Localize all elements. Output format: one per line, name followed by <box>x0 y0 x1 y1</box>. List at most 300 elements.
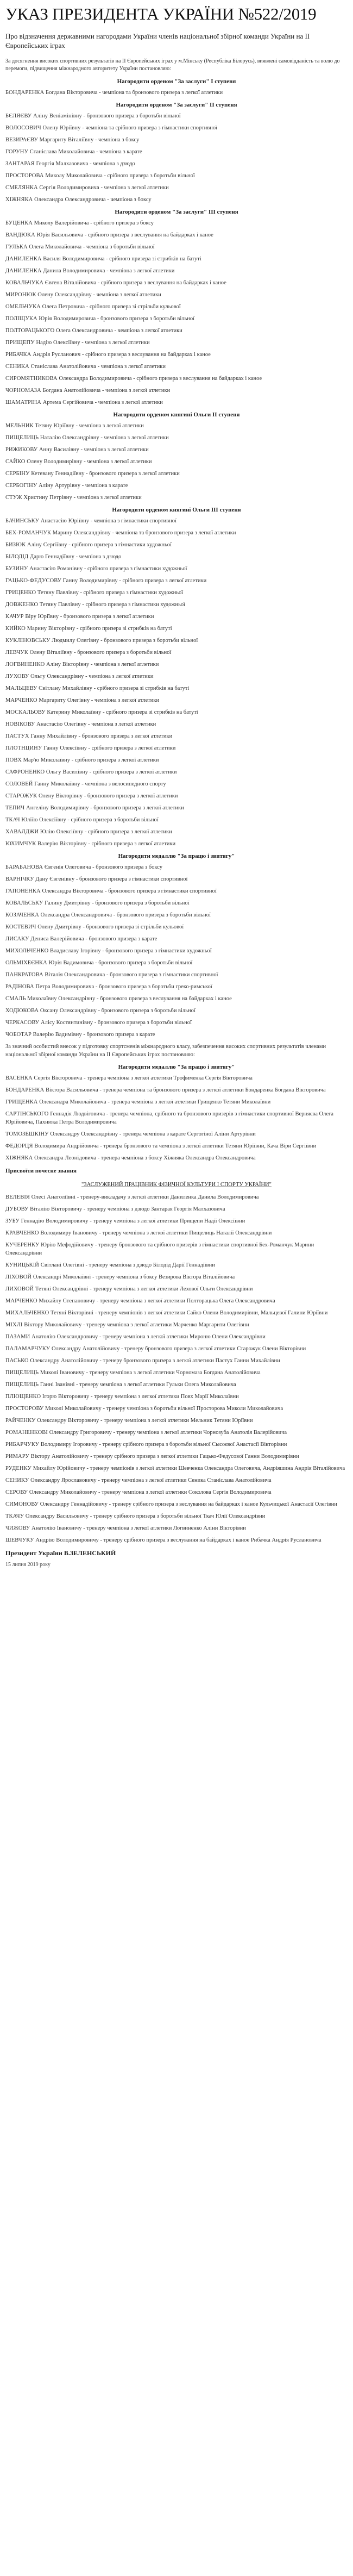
honorary-description: - тренеру чемпіонів з легкої атлетики Шевченка Олександра Олеговича, Андріяшина Андрія Віталійовича <box>85 1465 345 1471</box>
award-description: - чемпіона з велосипедного спорту <box>80 781 166 787</box>
awardee-name: СЕРБОГІНУ Аліну Артурівну <box>5 483 81 489</box>
award-description: - срібного призера зі стрибків на батуті <box>104 256 201 262</box>
honoree-name: ТКАЧУ Олександру Васильовичу <box>5 1513 89 1519</box>
awardee-name: МЕЛЬНИК Тетяну Юріївну <box>5 423 74 429</box>
awardee-name: СИРОМЯТНИКОВА Олександра Володимировича <box>5 376 132 382</box>
awardee-name: ТЕПИЧ Ангеліну Володимирівну <box>5 805 89 811</box>
awardee-name: ПАСТУХ Ганну Михайлівну <box>5 733 77 739</box>
awardee-name: ХІЖНЯКА Олександра Леонідовича <box>5 1155 97 1161</box>
award-entry <box>5 696 348 704</box>
awardee-name: ДАНИЛЕНКА Данила Володимировича <box>5 268 105 274</box>
award-description: - срібного призера з боротьби вільної <box>66 817 159 823</box>
award-description: - чемпіона з карате <box>80 483 128 489</box>
awardee-name: ГРИЦЕНКО Тетяну Павлівну <box>5 590 79 596</box>
award-description: - бронзового призера з легкої атлетики <box>89 805 184 811</box>
award-entry <box>5 1142 348 1150</box>
award-entry <box>5 458 348 466</box>
honorary-entry <box>5 1429 348 1437</box>
honorary-entry <box>5 1357 348 1365</box>
award-entry <box>5 315 348 323</box>
awardee-name: БУЦЕНКА Миколу Валерійовича <box>5 220 89 226</box>
award-description: - бронзового призера з боротьби вільної <box>96 1008 196 1014</box>
awardee-name: ВАРНІЧКУ Дану Євгенівну <box>5 876 75 882</box>
award-entry <box>5 589 348 597</box>
honoree-name: МИХАЛЬЧЕНКО Тетяні Вікторівні <box>5 1310 94 1316</box>
award-description: - срібного призера з легкої атлетики <box>70 757 159 763</box>
honorary-description: - тренеру чемпіона з дзюдо Білодід Дарії Геннадіївни <box>84 1262 215 1268</box>
honorary-description: - тренеру чемпіона з боксу Везирова Віктора Віталійовича <box>91 1274 235 1280</box>
award-entry <box>5 351 348 359</box>
award-entry <box>5 363 348 371</box>
awardee-name: СОЛОВЕЙ Ганну Миколаївну <box>5 781 80 787</box>
award-entry <box>5 875 348 883</box>
award-description: - бронзового призера з легкої атлетики <box>77 733 173 739</box>
awardee-name: КАЧУР Віру Юріївну <box>5 614 59 620</box>
award-description: - срібного призера з легкої атлетики <box>117 578 207 584</box>
award-entry <box>5 517 348 525</box>
honoree-name: КУЧЕРЕНКУ Юрію Мефодійовичу <box>5 1242 94 1248</box>
awardee-name: ХОДЮКОВА Оксану Олександрівну <box>5 1008 97 1014</box>
award-entry <box>5 780 348 788</box>
award-description: - срібного призера з легкої атлетики <box>86 745 176 751</box>
honorary-description: - тренеру чемпіона з боротьби вільної Просторова Миколи Миколайовича <box>101 1406 283 1412</box>
awardee-name: ДАНИЛЕНКА Василя Володимировича <box>5 256 105 262</box>
award-entry <box>5 136 348 144</box>
awardee-name: ФЕДОРЦЯ Володимира Андрійовича <box>5 1143 99 1149</box>
honoree-name: РУДЕНКУ Михайлу Юрійовичу <box>5 1465 85 1471</box>
award-entry <box>5 899 348 907</box>
awardee-name: СЕРБІНУ Кетевану Геннадіївну <box>5 471 85 477</box>
award-entry <box>5 375 348 383</box>
award-entry <box>5 1098 348 1106</box>
awardee-name: САЙКО Олену Володимирівну <box>5 459 83 465</box>
award-entry <box>5 398 348 407</box>
award-entry <box>5 983 348 991</box>
honorary-entry <box>5 1321 348 1329</box>
award-description: - срібного призера з гімнастики художньої <box>83 566 187 572</box>
award-entry <box>5 744 348 752</box>
honorary-description: - тренеру бронзового призера з легкої атлетики Старожук Олени Вікторівни <box>119 1346 306 1352</box>
award-description: - чемпіона з легкої атлетики <box>100 388 171 394</box>
awardee-name: ЧОРНОМАЗА Богдана Анатолійовича <box>5 388 101 394</box>
award-description: - чемпіона та бронзового призера з легкої атлетики <box>110 530 236 536</box>
award-description: - бронзового призера з боротьби вільної <box>81 113 181 119</box>
awardee-name: ГАПОНЕНКА Олександра Вікторовича <box>5 888 104 894</box>
honorary-description: - тренеру срібного призера з веслування на байдарках і каное Кульчицької Анастасії Олегівни <box>107 1501 337 1507</box>
award-entry <box>5 112 348 120</box>
awardee-name: ПОЛІЩУКА Юрія Володимировича <box>5 316 96 322</box>
awardee-name: ХІЖНЯКА Олександра Олександровича <box>5 197 106 203</box>
honorary-entry <box>5 1229 348 1237</box>
award-description: - бронзового призера з гімнастики спортивної <box>74 876 188 882</box>
awardee-name: НОВІКОВУ Анастасію Олегівну <box>5 721 87 727</box>
awardee-name: ВАНДЮКА Юрія Васильовича <box>5 232 84 238</box>
honorary-entry <box>5 1273 348 1281</box>
section-heading: Нагородити орденом "За заслуги" І ступеня <box>117 78 236 85</box>
award-entry <box>5 672 348 681</box>
award-entry <box>5 959 348 967</box>
awardee-name: ЮХИМЧУК Валерію Вікторівну <box>5 841 87 847</box>
award-description: За значний особистий внесок у підготовку спортсменів міжнародного класу, забезпечення високих спортивних результатів членами національної збірної команди України на ІІ Європейських іграх постановляю: <box>5 1044 326 1058</box>
awardee-name: БІЛОДІД Дарю Геннадіївну <box>5 554 74 560</box>
award-description: - чемпіона з боксу <box>105 197 152 203</box>
award-description: - чемпіона з легкої атлетики <box>105 268 175 274</box>
award-entry <box>5 446 348 454</box>
honorary-list <box>5 1193 348 1544</box>
award-entry <box>5 804 348 812</box>
award-description: - срібного призера з веслування на байдарках і каное <box>80 352 211 358</box>
honoree-name: МАРЧЕНКО Михайлу Степановичу <box>5 1298 96 1304</box>
award-description: - бронзового призера з гімнастики спортивної <box>105 972 218 978</box>
award-description: - чемпіона з легкої атлетики <box>79 447 149 453</box>
awardee-name: ГАЦЬКО-ФЕДУСОВУ Ганну Володимирівну <box>5 578 118 584</box>
honoree-name: СИМОНОВУ Олександру Геннадійовичу <box>5 1501 108 1507</box>
award-description: - чемпіона з дзюдо <box>74 554 122 560</box>
honorary-description: - тренеру чемпіона з легкої атлетики Марченко Маргарити Олегівни <box>81 1322 249 1328</box>
awardee-name: ЛУХОВУ Ольгу Олександрівну <box>5 673 84 679</box>
award-description: - бронзового призера з легкої атлетики <box>83 793 178 799</box>
honoree-name: ЛІХОВОЙ Олександрі Миколаївні <box>5 1274 91 1280</box>
award-description: - бронзового призера з боротьби греко-римської <box>94 984 212 990</box>
awardee-name: ПЛОТНЦИНУ Ганну Олексіївну <box>5 745 87 751</box>
award-description: - срібного призера зі стрибків на батуті <box>75 626 172 632</box>
section-heading: Нагородити медаллю "За працю і звитягу" <box>118 1064 235 1070</box>
honoree-name: ПИЩЕЛИЦЬ Ганні Іванівні <box>5 1382 75 1388</box>
honoree-name: ЗУБУ Геннадію Володимировичу <box>5 1218 89 1224</box>
award-entry <box>5 243 348 251</box>
honorary-description: - тренеру срібного призера з боротьби вільної Сысоєвої Анастасії Вікторівни <box>97 1442 287 1448</box>
honoree-name: РАЙЧЕНКУ Олександру Вікторовичу <box>5 1418 99 1424</box>
honorary-entry <box>5 1333 348 1341</box>
awardee-name: ГУЛЬКА Олега Миколайовича <box>5 244 82 250</box>
award-description: - чемпіона з легкої атлетики <box>80 340 150 346</box>
award-description: - срібного призера з гімнастики художньої <box>78 590 184 596</box>
section-heading: Нагородити орденом "За заслуги" ІІ ступеня <box>116 102 237 108</box>
honorary-description: - тренеру бронзового призера з легкої атлетики Пастух Ганни Михайлівни <box>98 1358 280 1364</box>
awardee-name: БАРАБАНОВА Євгенія Олеговича <box>5 864 91 870</box>
honorary-entry <box>5 1464 348 1473</box>
award-entry <box>5 684 348 693</box>
honorary-entry <box>5 1345 348 1353</box>
awardee-name: ЛЕВЧУК Олену Віталіївну <box>5 650 73 656</box>
awardee-name: ОЛЬМІХЕЄНКА Юрія Вадимовича <box>5 960 94 966</box>
honorary-description: - тренеру срібного призера з легкої атлетики Гацько-Федусової Ганни Володимирівни <box>89 1454 299 1459</box>
award-entry <box>5 911 348 919</box>
award-entry <box>5 553 348 561</box>
award-entry <box>5 1007 348 1015</box>
award-description: - срібного призера з гімнастики художньої <box>67 542 172 548</box>
award-description: - чемпіона з легкої атлетики <box>112 328 182 334</box>
decree-subtitle: Про відзначення державними нагородами України членів національної збірної команди України на ІІ Європейських іграх <box>5 32 310 49</box>
award-description: - тренера чемпіона з карате Сергогіної Аліни Артурівни <box>118 1131 256 1137</box>
signature: Президент України В.ЗЕЛЕНСЬКИЙ <box>5 1549 116 1557</box>
awardee-name: РИЖИКОВУ Анну Василівну <box>5 447 79 453</box>
award-entry <box>5 255 348 263</box>
awardee-name: РИБАЧКА Андрія Русланович <box>5 352 81 358</box>
awardee-name: МОСКАЛЬОВУ Катерину Миколаївну <box>5 709 102 715</box>
honorary-entry <box>5 1512 348 1520</box>
honorary-description: - тренеру чемпіона з легкої атлетики Логвиненко Аліни Вікторівни <box>81 1525 246 1531</box>
award-description: - чемпіона з легкої атлетики <box>84 673 154 679</box>
honoree-name: РИМАРУ Віктору Анатолійовичу <box>5 1454 89 1459</box>
award-description: - бронзового призера зі стрільби кульової <box>81 924 184 930</box>
awardee-name: КОСТЕВИЧ Олену Дмитрівну <box>5 924 81 930</box>
awardee-name: СЕНИКА Станіслава Анатолійовича <box>5 364 97 370</box>
award-description: - чемпіона з боксу <box>93 137 140 143</box>
honoree-name: КРАВЧЕНКО Володимиру Івановичу <box>5 1230 98 1236</box>
award-entry <box>5 124 348 132</box>
honoree-name: МІХЛІ Віктору Миколайовичу <box>5 1322 82 1328</box>
awardee-name: МИРОНЮК Олену Олександрівну <box>5 292 92 298</box>
section-heading: Нагородити орденом "За заслуги" ІІІ ступеня <box>115 209 238 215</box>
awardee-name: БУЗИНУ Анастасію Романівну <box>5 566 83 572</box>
award-entry <box>5 828 348 836</box>
awardee-name: САФРОНЕНКО Ольгу Василівну <box>5 769 89 775</box>
decree-sections <box>5 77 348 1162</box>
honorary-entry <box>5 1381 348 1389</box>
honorary-entry <box>5 1393 348 1401</box>
honorary-description: - тренеру чемпіона з дзюдо Зантарая Георгія Малхазовича <box>82 1206 225 1212</box>
award-entry <box>5 482 348 490</box>
honorary-entry <box>5 1440 348 1449</box>
award-entry <box>5 625 348 633</box>
award-description: - бронзового призера з боротьби вільної <box>93 1020 192 1026</box>
award-description: - бронзового призера з карате <box>84 936 157 942</box>
award-entry <box>5 1154 348 1162</box>
award-description: - чемпіона з карате <box>94 149 142 155</box>
award-description: - срібного призера з веслування на байдарках і каное <box>96 280 226 286</box>
award-entry <box>5 434 348 442</box>
awardee-name: КОЗАЧЕНКА Олександра Олександровича <box>5 912 112 918</box>
award-entry <box>5 267 348 275</box>
awardee-name: СМАЛЬ Миколаївну Олександрівну <box>5 996 96 1002</box>
honorary-description: - тренеру чемпіона з легкої атлетики Мироню Олени Олександрівни <box>98 1334 266 1340</box>
awardee-name: ТОМОЗЕШКІНУ Олександру Олександрівну <box>5 1131 118 1137</box>
award-description: - чемпіона з легкої атлетики <box>74 423 144 429</box>
awardee-name: БОНДАРЕНКА Віктора Васильовича <box>5 1087 98 1093</box>
awardee-name: ЛИСАКУ Дениса Валерійовича <box>5 936 84 942</box>
awardee-name: ОМЕЛЬЧУКА Олега Петровича <box>5 304 85 310</box>
honorary-entry <box>5 1524 348 1532</box>
award-description: - срібного призера з легкої атлетики <box>88 769 177 775</box>
award-entry <box>5 327 348 335</box>
honorary-description: - тренеру чемпіона з легкої атлетики Пищелиць Наталії Олександрівни <box>97 1230 272 1236</box>
honoree-name: ПАЗАМИ Анатолію Олександровичу <box>5 1334 98 1340</box>
honorary-entry <box>5 1417 348 1425</box>
award-entry <box>5 935 348 943</box>
decree-date: 15 липня 2019 року <box>5 1562 51 1568</box>
honoree-name: ЛИХОВОЙ Тетяні Олександрівні <box>5 1286 89 1292</box>
honorary-entry <box>5 1452 348 1461</box>
honorary-entry <box>5 1309 348 1317</box>
award-description: - бронзового призера з боротьби вільної <box>96 316 195 322</box>
award-description: - тренера чемпіона, срібного та бронзового призерів з гімнастики спортивної Верняєва Олега Юрійовича, Пахнюка Петра Володимировича <box>5 1111 333 1125</box>
award-description: - бронзового призера з карате <box>81 1032 155 1038</box>
awardee-name: ПРОСТОРОВА Миколу Миколайовича <box>5 173 103 179</box>
honoree-name: СЕНИКУ Олександру Ярославовичу <box>5 1477 97 1483</box>
award-description: - бронзового призера з боротьби вільної <box>99 638 198 644</box>
awardee-name: КУКЛІНОВСЬКУ Людмилу Олегівну <box>5 638 99 644</box>
award-entry <box>5 1086 348 1094</box>
honoree-name: КУНИЦЬКІЙ Світлані Олегівні <box>5 1262 84 1268</box>
page-title: УКАЗ ПРЕЗИДЕНТА УКРАЇНИ №522/2019 <box>5 4 317 23</box>
honorary-description: - тренеру-викладачу з легкої атлетики Даниленка Данила Володимировича <box>75 1194 259 1200</box>
honorary-description: - тренеру чемпіона з легкої атлетики Чорномаза Богдана Анатолійовича <box>84 1370 261 1376</box>
award-entry <box>5 422 348 430</box>
award-description: - бронзового призера з боротьби вільної <box>72 650 172 656</box>
award-entry <box>5 601 348 609</box>
award-description: - бронзового призера з боротьби вільної <box>112 912 211 918</box>
award-description: - чемпіона та срібного призера з гімнастики спортивної <box>80 125 218 131</box>
awardee-name: ГРИЩЕНКА Олександра Миколайовича <box>5 1099 106 1105</box>
award-description: - бронзового призера з гімнастики художньої <box>100 948 212 954</box>
award-entry <box>5 947 348 955</box>
award-entry <box>5 565 348 573</box>
honorary-entry <box>5 1405 348 1413</box>
honorary-entry <box>5 1488 348 1496</box>
award-entry <box>5 279 348 287</box>
award-entry <box>5 148 348 156</box>
awardee-name: РАДІНОВА Петра Володимировича <box>5 984 94 990</box>
award-entry <box>5 637 348 645</box>
section-heading: Нагородити медаллю "За працю і звитягу" <box>118 853 235 859</box>
honorary-description: - тренеру бронзового та срібного призерів з гімнастики спортивної Бех-Романчук Марини Олександрівни <box>5 1242 314 1256</box>
award-description: - срібного призера зі стрільби кульової <box>85 304 181 310</box>
award-description: - срібного призера з веслування на байдарках і каное <box>131 376 262 382</box>
honorary-description: - тренеру чемпіона з легкої атлетики Полторацька Олега Олександровича <box>95 1298 275 1304</box>
award-entry <box>5 792 348 800</box>
awardee-name: СТУЖ Христину Петрівну <box>5 495 72 501</box>
awardee-name: СТАРОЖУК Олену Вікторівну <box>5 793 83 799</box>
award-description: - чемпіона з дзюдо <box>88 161 135 167</box>
honoree-name: ПИЩЕЛИЦЬ Миколі Івановичу <box>5 1370 85 1376</box>
awardee-name: ЧЕРКАСОВУ Алісу Костянтинівну <box>5 1020 93 1026</box>
award-entry <box>5 708 348 716</box>
award-description: - чемпіона з легкої атлетики <box>86 721 156 727</box>
awardee-name: ПРИЩЕПУ Надію Олексіївну <box>5 340 80 346</box>
awardee-name: ГОРУНУ Станіслава Миколайовича <box>5 149 95 155</box>
honorary-description: - тренеру срібного призера з веслування на байдарках і каное Рибачка Андрія Руслановича <box>98 1537 322 1543</box>
award-entry <box>5 1110 348 1126</box>
award-entry <box>5 732 348 740</box>
award-description: - тренера чемпіона з легкої атлетики Трофименка Сергія Вікторовича <box>82 1075 253 1081</box>
honorary-description: - тренеру чемпіонів з легкої атлетики Сайко Олени Володимирівни, Мальцевої Галини Юріївни <box>93 1310 328 1316</box>
award-description: - тренера чемпіона та бронзового призера з легкої атлетики Бондаренка Богдана Вікторовича <box>98 1087 326 1093</box>
honorary-entry <box>5 1217 348 1225</box>
award-entry <box>5 887 348 895</box>
award-entry <box>5 494 348 502</box>
honorary-description: - тренеру чемпіона з легкої атлетики Мельник Тетяни Юріївни <box>99 1418 253 1424</box>
honoree-name: РИБАРЧУКУ Володимиру Ігоровичу <box>5 1442 98 1448</box>
honoree-name: ПЛЮЩЕНКО Ігорю Вікторовичу <box>5 1394 90 1400</box>
award-entry <box>5 577 348 585</box>
award-description: - чемпіона з гімнастики спортивної <box>89 518 177 524</box>
awardee-name: БОНДАРЕНКА Богдана Вікторовича <box>5 90 98 96</box>
award-entry <box>5 89 348 97</box>
awardee-name: ЛОГВИНЕНКО Аліну Вікторівну <box>5 662 90 668</box>
award-description: - бронзового призера з легкої атлетики <box>84 471 180 477</box>
award-description: - бронзового призера з легкої атлетики <box>59 614 154 620</box>
honorary-description: - тренеру чемпіона з легкої атлетики Лехової Ольги Олександрівни <box>88 1286 253 1292</box>
awardee-name: МАРЧЕНКО Маргариту Олегівну <box>5 697 90 703</box>
honorary-entry <box>5 1205 348 1213</box>
award-description: - чемпіона з легкої атлетики <box>99 435 169 441</box>
award-entry <box>5 291 348 299</box>
award-entry <box>5 529 348 537</box>
honoree-name: ЧИЖОВУ Анатолію Івановичу <box>5 1525 82 1531</box>
award-description: - чемпіона з легкої атлетики <box>89 662 159 668</box>
awardee-name: КОВАЛЬЧУКА Євгена Віталійовича <box>5 280 97 286</box>
award-description: - срібного призера зі стрибків на батуті <box>101 709 198 715</box>
award-entry <box>5 995 348 1003</box>
honorary-entry <box>5 1241 348 1257</box>
award-description: - бронзового призера з гімнастики спортивної <box>103 888 217 894</box>
honorary-entry <box>5 1536 348 1544</box>
honorary-description: - тренеру чемпіона з легкої атлетики Повх Марії Миколаївни <box>89 1394 239 1400</box>
award-entry <box>5 172 348 180</box>
honorary-entry <box>5 1261 348 1269</box>
honorary-entry <box>5 1369 348 1377</box>
award-entry <box>5 160 348 168</box>
honorary-entry <box>5 1500 348 1508</box>
award-description: - бронзового призера з боксу <box>91 864 162 870</box>
award-entry <box>5 1043 348 1059</box>
award-entry <box>5 613 348 621</box>
awardee-name: МИХОЛЬЧЕНКО Владиславу Ігорівну <box>5 948 101 954</box>
award-description: - чемпіона з легкої атлетики <box>93 400 163 406</box>
award-entry <box>5 971 348 979</box>
award-description: - чемпіона з легкої атлетики <box>91 292 161 298</box>
honoree-name: ДУБОВУ Віталію Вікторовичу <box>5 1206 83 1212</box>
honorary-description: - тренеру чемпіона з легкої атлетики Прищепи Надії Олексіївни <box>88 1218 245 1224</box>
decree-preamble: За досягнення високих спортивних результатів на ІІ Європейських іграх у м.Мінську (Республіка Білорусь), виявлені самовідданість та волю до перемоги, підвищення міжнародного авторитету України постановляю: <box>5 58 340 72</box>
section-heading: Нагородити орденом княгині Ольги ІІІ ступеня <box>112 507 241 513</box>
awardee-name: БЄЛЯЄВУ Аліну Веніамінівну <box>5 113 82 119</box>
awardee-name: ХАВАЛДЖИ Юлію Олексіївну <box>5 829 84 835</box>
awardee-name: БИЗЮК Аліну Сергіївну <box>5 542 67 548</box>
awardee-name: ЧОБОТАР Валерію Вадимівну <box>5 1032 82 1038</box>
award-description: - срібного призера з легкої атлетики <box>86 841 176 847</box>
award-description: - чемпіона з легкої атлетики <box>90 697 160 703</box>
awardee-name: ПОЛТОРАЦЬКОГО Олега Олександровича <box>5 328 113 334</box>
award-description: - срібного призера з легкої атлетики <box>83 829 172 835</box>
award-description: - срібного призера з боротьби вільної <box>102 173 195 179</box>
awardee-name: КОВАЛЬСЬКУ Галину Дмитрівну <box>5 900 91 906</box>
award-entry <box>5 184 348 192</box>
honorary-heading: Присвоїти почесне звання <box>5 1168 77 1174</box>
award-entry <box>5 768 348 776</box>
awardee-name: ВЕЗИРАЄВУ Маргариту Віталіївну <box>5 137 94 143</box>
award-description: - бронзового призера з веслування на байдарках і каное <box>95 996 232 1002</box>
honoree-name: ШЕВЧУКУ Андрію Володимировичу <box>5 1537 99 1543</box>
award-entry <box>5 1031 348 1039</box>
honorary-description: - тренеру чемпіона з легкої атлетики Соколова Сергія Володимировича <box>97 1489 272 1495</box>
award-entry <box>5 339 348 347</box>
award-entry <box>5 196 348 204</box>
award-entry <box>5 660 348 669</box>
honoree-name: РОМАНЕНКОВІ Олександру Григоровичу <box>5 1430 112 1436</box>
section-heading: Нагородити орденом княгині Ольги ІІ ступеня <box>113 411 240 418</box>
award-entry <box>5 756 348 764</box>
award-description: - чемпіона з легкої атлетики <box>72 495 142 501</box>
honoree-name: ПАЛАМАРЧУКУ Олександру Анатолійовичу <box>5 1346 120 1352</box>
award-description: - бронзового призера з боротьби вільної <box>93 960 193 966</box>
award-entry <box>5 1074 348 1082</box>
honorary-entry <box>5 1297 348 1305</box>
award-entry <box>5 386 348 395</box>
award-description: - чемпіона з легкої атлетики <box>96 364 166 370</box>
honoree-name: ПРОСТОРОВУ Миколі Миколайовичу <box>5 1406 102 1412</box>
